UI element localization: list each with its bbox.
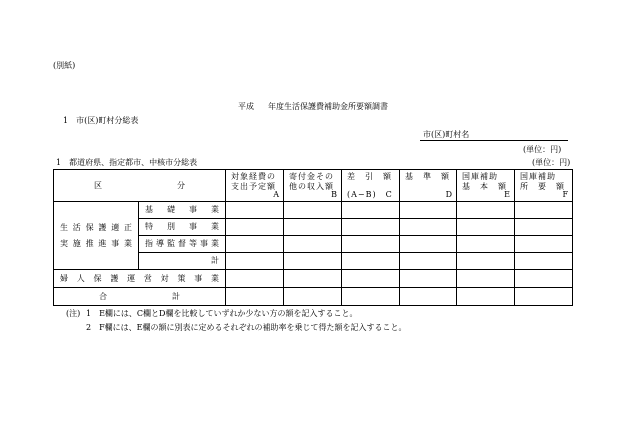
municipality-name-label: 市(区)町村名 [423, 130, 470, 139]
document-title: 年度生活保護費補助金所要額調書 [268, 102, 388, 111]
budget-table [53, 169, 573, 306]
cell [342, 202, 400, 219]
row-label-shidou: 指導監督等事業 [139, 236, 226, 253]
header-col-a [226, 170, 284, 202]
header-col-a-line2: 支出予定額 [231, 182, 276, 191]
header-col-c-line2: (A−B) C [347, 190, 393, 199]
group-label-cell [54, 202, 139, 270]
header-kubun-1: 区 [94, 180, 102, 190]
header-col-e [457, 170, 515, 202]
cell [515, 270, 573, 288]
header-col-e-letter: E [504, 190, 510, 199]
note-1: 1 E欄には、C欄とD欄を比較していずれか少ない方の額を記入すること。 [86, 309, 358, 318]
notes-prefix: (注) [66, 309, 81, 318]
cell [400, 253, 457, 270]
cell [400, 270, 457, 288]
header-kubun [54, 170, 226, 202]
row-label-kiso: 基礎事業 [139, 202, 226, 219]
cell [226, 270, 284, 288]
cell [342, 270, 400, 288]
attachment-label: (別紙) [53, 61, 76, 70]
cell [342, 219, 400, 236]
cell [284, 202, 342, 219]
header-col-b [284, 170, 342, 202]
cell [457, 202, 515, 219]
cell [342, 253, 400, 270]
header-col-c [342, 170, 400, 202]
cell [515, 253, 573, 270]
row-label-total [54, 288, 226, 306]
cell [284, 270, 342, 288]
header-col-b-line2: 他の収入額 [289, 182, 334, 191]
cell [400, 219, 457, 236]
cell [515, 219, 573, 236]
header-col-d [400, 170, 457, 202]
total-label-1: 合 [99, 291, 107, 301]
header-col-d-line1: 基 準 額 [405, 172, 450, 181]
row-label-subtotal: 計 [139, 253, 226, 270]
cell [226, 236, 284, 253]
cell [226, 288, 284, 306]
total-label-2: 計 [172, 291, 180, 301]
cell [400, 236, 457, 253]
cell [342, 288, 400, 306]
header-col-e-line1: 国庫補助 [462, 172, 498, 181]
cell [284, 253, 342, 270]
note-2: 2 F欄には、E欄の額に別表に定めるそれぞれの補助率を乗じて得た額を記入すること。 [86, 323, 407, 332]
header-col-a-line1: 対象経費の [231, 172, 276, 181]
cell [457, 288, 515, 306]
municipality-name-underline [420, 140, 568, 141]
cell [400, 288, 457, 306]
cell [515, 288, 573, 306]
unit-label-1: (単位：円) [523, 145, 562, 154]
cell [515, 236, 573, 253]
header-col-a-letter: A [273, 190, 279, 199]
header-col-b-line1: 寄付金その [289, 172, 334, 181]
group-label-line1: 生活保護適正 [60, 222, 132, 232]
header-col-f-line2: 所 要 額 [520, 182, 565, 191]
header-col-f [515, 170, 573, 202]
cell [226, 219, 284, 236]
cell [342, 236, 400, 253]
section-heading-municipal: 1 市(区)町村分総表 [63, 116, 139, 125]
cell [226, 202, 284, 219]
cell [457, 219, 515, 236]
header-col-d-letter: D [445, 190, 452, 199]
row-label-fujin: 婦人保護運営対策事業 [54, 270, 226, 288]
cell [226, 253, 284, 270]
document-title-era: 平成 [238, 102, 254, 111]
cell [284, 236, 342, 253]
group-label-line2: 実施推進事業 [60, 238, 132, 248]
header-col-b-letter: B [331, 190, 337, 199]
cell [457, 270, 515, 288]
cell [284, 288, 342, 306]
cell [400, 202, 457, 219]
header-col-e-line2: 基 本 額 [462, 182, 507, 191]
cell [457, 236, 515, 253]
row-label-tokubetsu: 特別事業 [139, 219, 226, 236]
header-kubun-2: 分 [177, 180, 185, 190]
cell [284, 219, 342, 236]
section-heading-prefecture: 1 都道府県、指定都市、中核市分総表 [56, 158, 198, 167]
unit-label-2: (単位：円) [532, 158, 571, 167]
cell [515, 202, 573, 219]
header-col-f-line1: 国庫補助 [520, 172, 556, 181]
cell [457, 253, 515, 270]
header-col-f-letter: F [562, 190, 568, 199]
header-col-c-line1: 差 引 額 [347, 172, 392, 181]
